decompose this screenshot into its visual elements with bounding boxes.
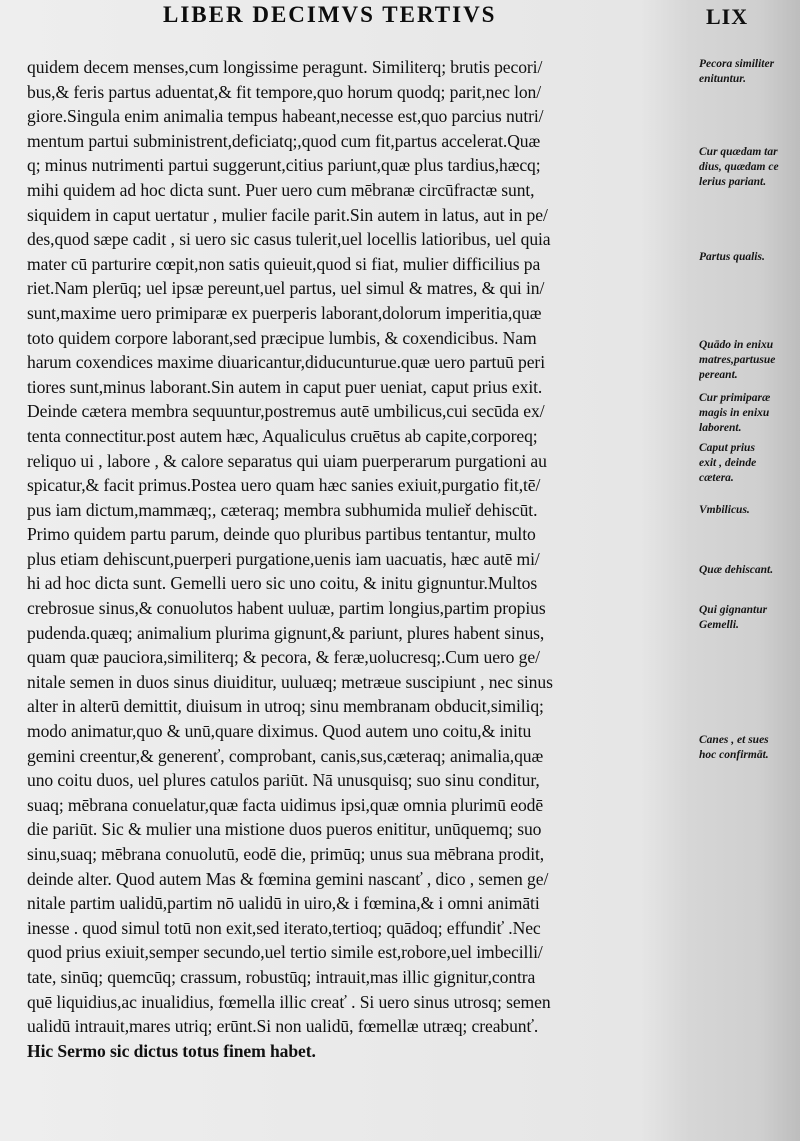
text-line: plus etiam dehiscunt,puerperi purgatione,uenis iam uacuatis, hæc autē mi/ <box>27 548 540 569</box>
text-line: harum coxendices maxime diuaricantur,diducunturue.quæ uero partuū peri <box>27 352 545 373</box>
text-line: uno coitu duos, uel plures catulos pariūt. Nā unusquisq; suo sinu conditur, <box>27 770 540 791</box>
text-line: riet.Nam plerūq; uel ipsæ pereunt,uel partus, uel simul & matres, & qui in/ <box>27 278 545 299</box>
margin-note-pecora: Pecora similiter enituntur. <box>699 58 775 85</box>
margin-note-canes: Canes , et sues hoc confirmāt. <box>699 734 769 761</box>
margin-note-cur-quaedam: Cur quædam tar dius, quædam ce lerius pariant. <box>699 146 779 188</box>
text-line: inesse . quod simul totū non exit,sed iterato,tertioq; quādoq; effundiť .Nec <box>27 917 541 938</box>
text-line: tate, sinūq; quemcūq; crassum, robustūq; intrauit,mas illic gignitur,contra <box>27 966 536 987</box>
text-line: Hic Sermo sic dictus totus finem habet. <box>27 1040 316 1061</box>
text-line: nitale semen in duos sinus diuiditur, uuluæq; metræue suscipiunt , nec sinus <box>27 671 553 692</box>
text-line: nitale partim ualidū,partim nō ualidū in uiro,& i fœmina,& i omni animāti <box>27 893 540 914</box>
margin-note-gemelli: Qui gignantur Gemelli. <box>699 604 768 631</box>
text-line: pudenda.quæq; animalium plurima gignunt,& pariunt, plures habent sinus, <box>27 622 545 643</box>
text-line: quod prius exiuit,semper secundo,uel tertio simile est,robore,uel imbecilli/ <box>27 942 543 963</box>
text-line: mater cū parturire cœpit,non satis quieuit,quod si fiat, mulier difficilius pa <box>27 253 541 274</box>
text-line: modo animatur,quo & unū,quare diximus. Quod autem uno coitu,& initu <box>27 721 532 742</box>
text-line: hi ad hoc dicta sunt. Gemelli uero sic uno coitu, & initu gignuntur.Multos <box>27 573 538 594</box>
text-line: reliquo ui , labore , & calore separatus qui uiam puerperarum purgationi au <box>27 450 547 471</box>
margin-note-partus: Partus qualis. <box>699 251 765 263</box>
text-line: crebrosue sinus,& conuolutos habent uuluæ, partim longius,partim propius <box>27 598 546 619</box>
text-line: mihi quidem ad hoc dicta sunt. Puer uero cum mēbranæ circūfractæ sunt, <box>27 179 535 200</box>
text-line: ualidū intrauit,mares utriq; erūnt.Si non ualidū, fœmellæ utræq; creabunť. <box>27 1016 539 1037</box>
text-line: toto quidem corpore laborant,sed præcipue lumbis, & coxendicibus. Nam <box>27 327 537 348</box>
text-line: tenta connectitur.post autem hæc, Aqualiculus cruētus ab capite,corporeq; <box>27 425 538 446</box>
text-line: sinu,suaq; mēbrana conuolutū, eodē die, primūq; unus sua mēbrana prodit, <box>27 844 545 864</box>
text-line: sunt,maxime uero primiparæ ex puerperis laborant,dolorum imperitia,quæ <box>27 302 542 323</box>
text-line: deinde alter. Quod autem Mas & fœmina gemini nascanť , dico , semen ge/ <box>27 868 549 889</box>
text-line: bus,& feris partus aduentat,& fit tempore,quo horum quodq; parit,nec lon/ <box>27 81 542 102</box>
text-line: tiores sunt,minus laborant.Sin autem in caput puer ueniat, caput prius exit. <box>27 376 543 397</box>
text-line: pus iam dictum,mammæq;, cæteraq; membra subhumida mulieř dehiscūt. <box>27 499 538 520</box>
text-line: quidem decem menses,cum longissime peragunt. Similiterq; brutis pecori/ <box>27 57 543 77</box>
text-line: mentum partui subministrent,deficiatq;,quod cum fit,partus accelerat.Quæ <box>27 130 541 151</box>
text-line: des,quod sæpe cadit , si uero sic casus tulerit,uel locellis latioribus, uel quia <box>27 229 551 250</box>
text-line: suaq; mēbrana conuelatur,quæ facta uidimus ipsi,quæ omnia plurimū eodē <box>27 794 544 815</box>
margin-note-dehiscant: Quæ dehiscant. <box>699 564 774 576</box>
text-line: gemini creentur,& generenť, comprobant, canis,sus,cæteraq; animalia,quæ <box>27 745 544 766</box>
text-line: alter in alterū demittit, diuisum in utroq; sinu membranam obducit,similiq; <box>27 696 544 717</box>
running-title: LIBER DECIMVS TERTIVS <box>163 2 497 27</box>
margin-note-umbilicus: Vmbilicus. <box>699 504 750 516</box>
text-line: Primo quidem partu parum, deinde quo pluribus partibus tentantur, multo <box>27 524 536 545</box>
text-line: quam quæ pauciora,similiterq; & pecora, & feræ,uolucresq;.Cum uero ge/ <box>27 647 540 668</box>
folio-number: LIX <box>706 4 749 29</box>
text-line: siquidem in caput uertatur , mulier facile parit.Sin autem in latus, aut in pe/ <box>27 204 548 225</box>
main-text-block <box>27 55 687 1063</box>
text-line: giore.Singula enim animalia tempus habeant,necesse est,quo parcius nutri/ <box>27 106 544 127</box>
bleed-through-margin <box>705 120 800 135</box>
text-line: quē liquidius,ac inualidius, fœmella illic creať . Si uero sinus utrosq; semen <box>27 991 551 1012</box>
text-line: Deinde cætera membra sequuntur,postremus autē umbilicus,cui secūda ex/ <box>27 401 545 422</box>
bleed-through-subheader <box>150 26 550 47</box>
margin-note-caput: Caput prius exit , deinde cætera. <box>699 442 757 484</box>
text-line: q; minus nutrimenti partui suggerunt,citius pariunt,quæ plus tardius,hæcq; <box>27 155 541 176</box>
margin-note-quando: Quādo in enixu matres,partusue pereant. <box>699 339 776 381</box>
text-line: die pariūt. Sic & mulier una mistione duos pueros enititur, unūquemq; suo <box>27 819 542 840</box>
text-line: spicatur,& facit primus.Postea uero quam hæc sanies exiuit,purgatio fit,tē/ <box>27 475 541 496</box>
margin-note-primiparae: Cur primiparæ magis in enixu laborent. <box>699 392 771 434</box>
